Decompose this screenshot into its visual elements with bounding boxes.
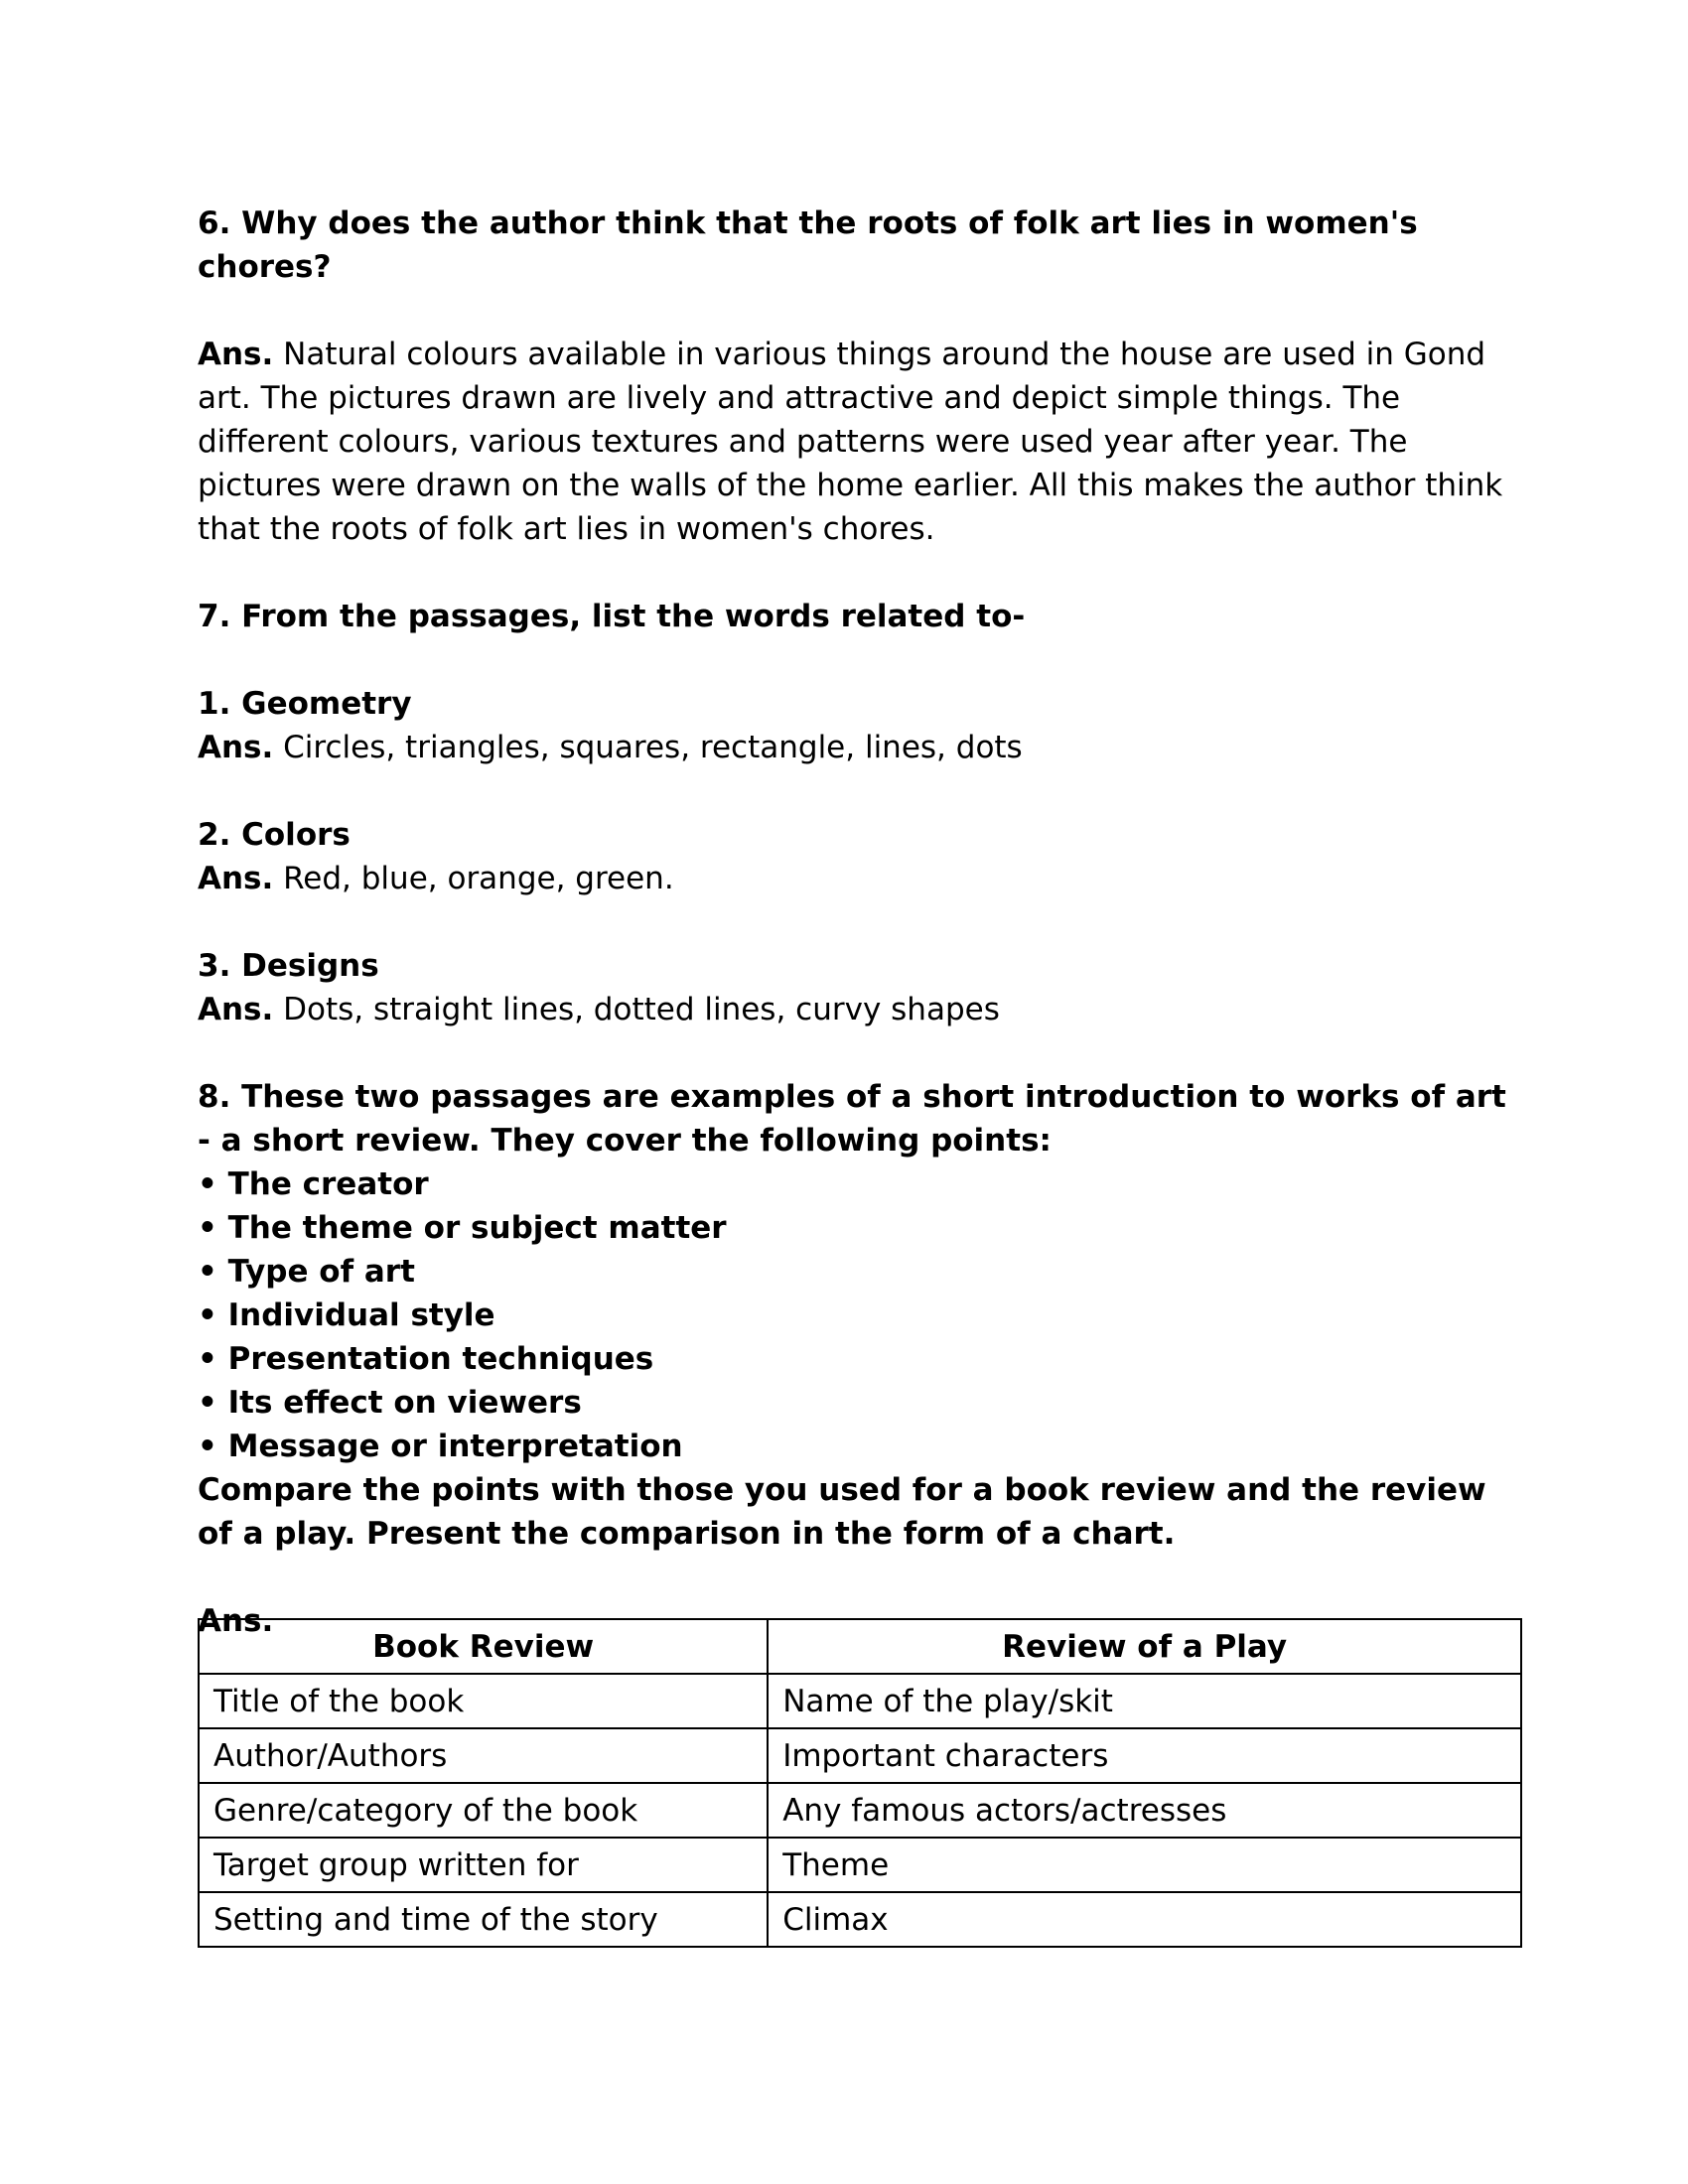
ans-label: Ans. — [198, 861, 274, 896]
q7-item-answer — [198, 857, 1528, 900]
spacer — [198, 900, 1528, 944]
table-row — [199, 1838, 1521, 1892]
spacer — [198, 551, 1528, 595]
table-cell: Target group written for — [199, 1838, 768, 1892]
q7-item-heading: 1. Geometry — [198, 686, 412, 722]
question-8-instruction: Compare the points with those you used for a book review and the review of a play. Present the comparison in the form of a chart. — [198, 1472, 1486, 1552]
table-cell: Setting and time of the story — [199, 1892, 768, 1947]
bullet-item: • The creator — [198, 1166, 429, 1202]
bullet-item: • Individual style — [198, 1297, 495, 1333]
spacer — [198, 769, 1528, 813]
answer-6 — [198, 333, 1528, 551]
ans-label: Ans. — [198, 730, 274, 765]
table-row — [199, 1674, 1521, 1728]
comparison-table — [198, 1618, 1522, 1948]
table-cell: Climax — [768, 1892, 1521, 1947]
question-8: 8. These two passages are examples of a short introduction to works of art - a short review. They cover the following points: — [198, 1079, 1506, 1159]
q7-item-answer-text: Dots, straight lines, dotted lines, curvy shapes — [273, 992, 1000, 1027]
table-row — [199, 1892, 1521, 1947]
column-header: Book Review — [199, 1619, 768, 1674]
bullet-item: • Presentation techniques — [198, 1341, 654, 1377]
question-6: 6. Why does the author think that the roots of folk art lies in women's chores? — [198, 205, 1418, 285]
spacer — [198, 289, 1528, 333]
table-cell: Author/Authors — [199, 1728, 768, 1783]
bullet-item: • Its effect on viewers — [198, 1385, 582, 1421]
ans-label: Ans. — [198, 992, 274, 1027]
table-cell: Any famous actors/actresses — [768, 1783, 1521, 1838]
answer-6-text: Natural colours available in various things around the house are used in Gond art. The pictures drawn are lively and attractive and depict simple things. The different colours, various textures and patterns were used year after year. The pictures were drawn on the walls of the home earlier. All this makes the author think that the roots of folk art lies in women's chores. — [198, 337, 1503, 547]
table-cell: Important characters — [768, 1728, 1521, 1783]
spacer — [198, 1031, 1528, 1075]
table-row — [199, 1783, 1521, 1838]
q7-item-heading: 2. Colors — [198, 817, 351, 853]
table-header-row — [199, 1619, 1521, 1674]
q7-item-answer — [198, 726, 1528, 769]
q7-item-answer-text: Red, blue, orange, green. — [273, 861, 674, 896]
document-body — [198, 202, 1528, 1643]
table-cell: Genre/category of the book — [199, 1783, 768, 1838]
table-row — [199, 1728, 1521, 1783]
q7-item-heading: 3. Designs — [198, 948, 379, 984]
ans-label: Ans. — [198, 1603, 274, 1639]
bullet-item: • Type of art — [198, 1254, 415, 1290]
q7-item-answer-text: Circles, triangles, squares, rectangle, lines, dots — [273, 730, 1023, 765]
bullet-item: • The theme or subject matter — [198, 1210, 727, 1246]
spacer — [198, 1556, 1528, 1599]
ans-label: Ans. — [198, 337, 274, 372]
spacer — [198, 638, 1528, 682]
bullet-item: • Message or interpretation — [198, 1429, 683, 1464]
question-7: 7. From the passages, list the words related to- — [198, 599, 1026, 634]
q7-item-answer — [198, 988, 1528, 1031]
column-header: Review of a Play — [768, 1619, 1521, 1674]
table-cell: Title of the book — [199, 1674, 768, 1728]
table-cell: Name of the play/skit — [768, 1674, 1521, 1728]
table-cell: Theme — [768, 1838, 1521, 1892]
